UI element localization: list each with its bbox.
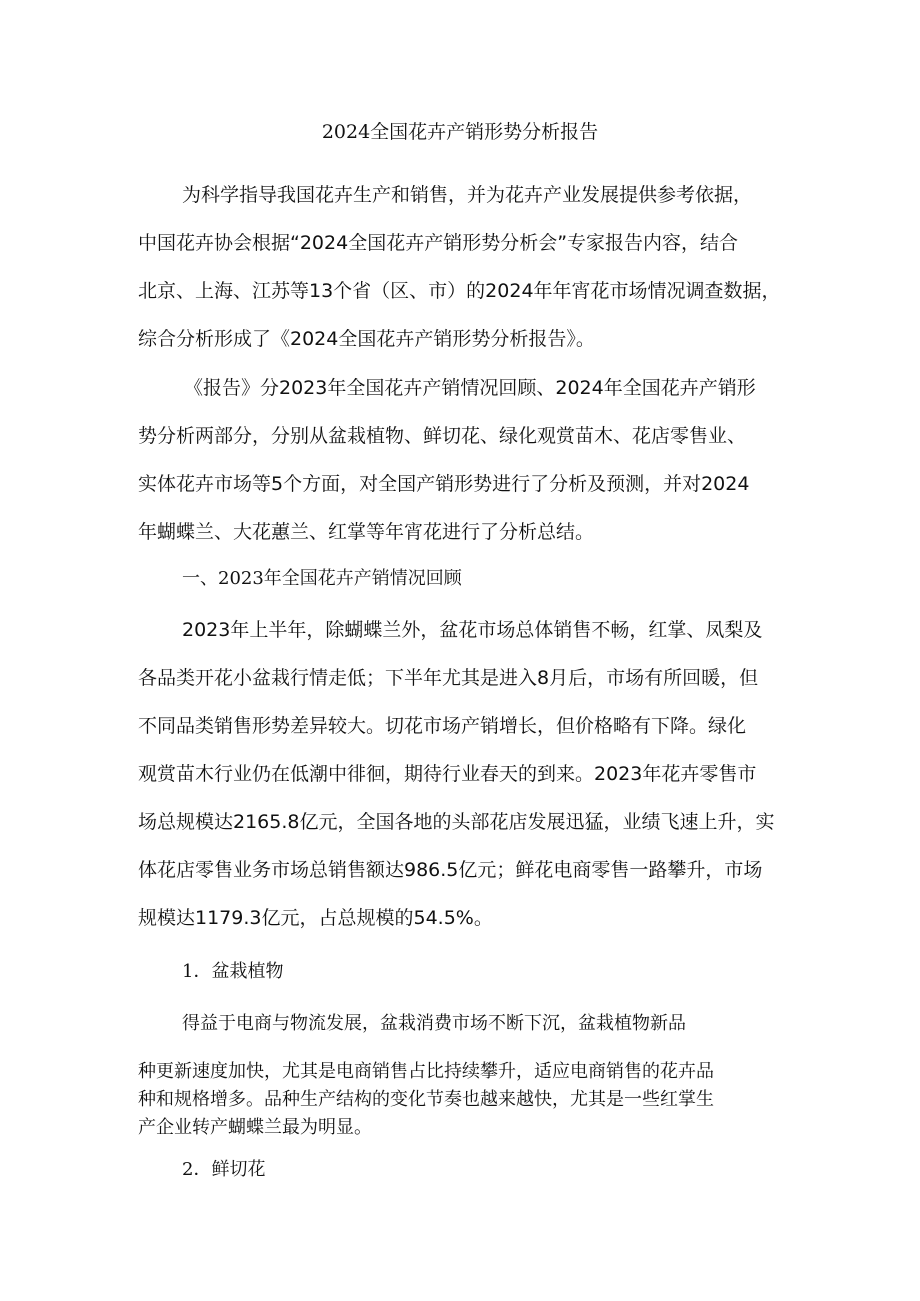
intro-paragraph <box>138 171 788 363</box>
paragraph-line: 体花店零售业务市场总销售额达986.5亿元；鲜花电商零售一路攀升，市场 <box>138 859 763 881</box>
section-heading: 一、2023年全国花卉产销情况回顾 <box>182 568 462 589</box>
paragraph-line: 年蝴蝶兰、大花蕙兰、红掌等年宵花进行了分析总结。 <box>138 521 595 543</box>
paragraph-line: 规模达1179.3亿元，占总规模的54.5%。 <box>138 907 493 929</box>
review-paragraph <box>138 606 788 942</box>
paragraph-line: 观赏苗木行业仍在低潮中徘徊，期待行业春天的到来。2023年花卉零售市 <box>138 763 757 785</box>
paragraph-line: 不同品类销售形势差异较大。切花市场产销增长，但价格略有下降。绿化 <box>138 715 747 737</box>
paragraph-line: 为科学指导我国花卉生产和销售，并为花卉产业发展提供参考依据， <box>182 184 753 206</box>
paragraph-line: 各品类开花小盆栽行情走低；下半年尤其是进入8月后，市场有所回暖，但 <box>138 667 759 689</box>
paragraph-line: 种更新速度加快，尤其是电商销售占比持续攀升，适应电商销售的花卉品 <box>138 1061 714 1082</box>
paragraph-line: 2023年上半年，除蝴蝶兰外，盆花市场总体销售不畅，红掌、凤梨及 <box>182 619 763 641</box>
paragraph-line: 中国花卉协会根据“2024全国花卉产销形势分析会”专家报告内容，结合 <box>138 232 739 254</box>
paragraph-line: 种和规格增多。品种生产结构的变化节奏也越来越快，尤其是一些红掌生 <box>138 1089 714 1110</box>
paragraph-line: 势分析两部分，分别从盆栽植物、鲜切花、绿化观赏苗木、花店零售业、 <box>138 425 747 447</box>
paragraph-line: 《报告》分2023年全国花卉产销情况回顾、2024年全国花卉产销形 <box>184 377 756 399</box>
paragraph-first-line: 得益于电商与物流发展，盆栽消费市场不断下沉，盆栽植物新品 <box>182 1013 686 1034</box>
document-title: 2024全国花卉产销形势分析报告 <box>321 121 599 143</box>
report-overview-paragraph <box>138 364 788 556</box>
paragraph-line: 综合分析形成了《2024全国花卉产销形势分析报告》。 <box>138 328 595 350</box>
subsection-heading-potted: 1．盆栽植物 <box>182 961 284 982</box>
potted-paragraph <box>138 1058 788 1142</box>
paragraph-line: 场总规模达2165.8亿元，全国各地的头部花店发展迅猛，业绩飞速上升，实 <box>138 811 775 833</box>
paragraph-line: 北京、上海、江苏等13个省（区、市）的2024年年宵花市场情况调查数据， <box>138 280 781 302</box>
subsection-heading-cut-flowers: 2．鲜切花 <box>182 1159 266 1180</box>
paragraph-line: 产企业转产蝴蝶兰最为明显。 <box>138 1117 372 1138</box>
paragraph-line: 实体花卉市场等5个方面，对全国产销形势进行了分析及预测，并对2024 <box>138 473 750 495</box>
